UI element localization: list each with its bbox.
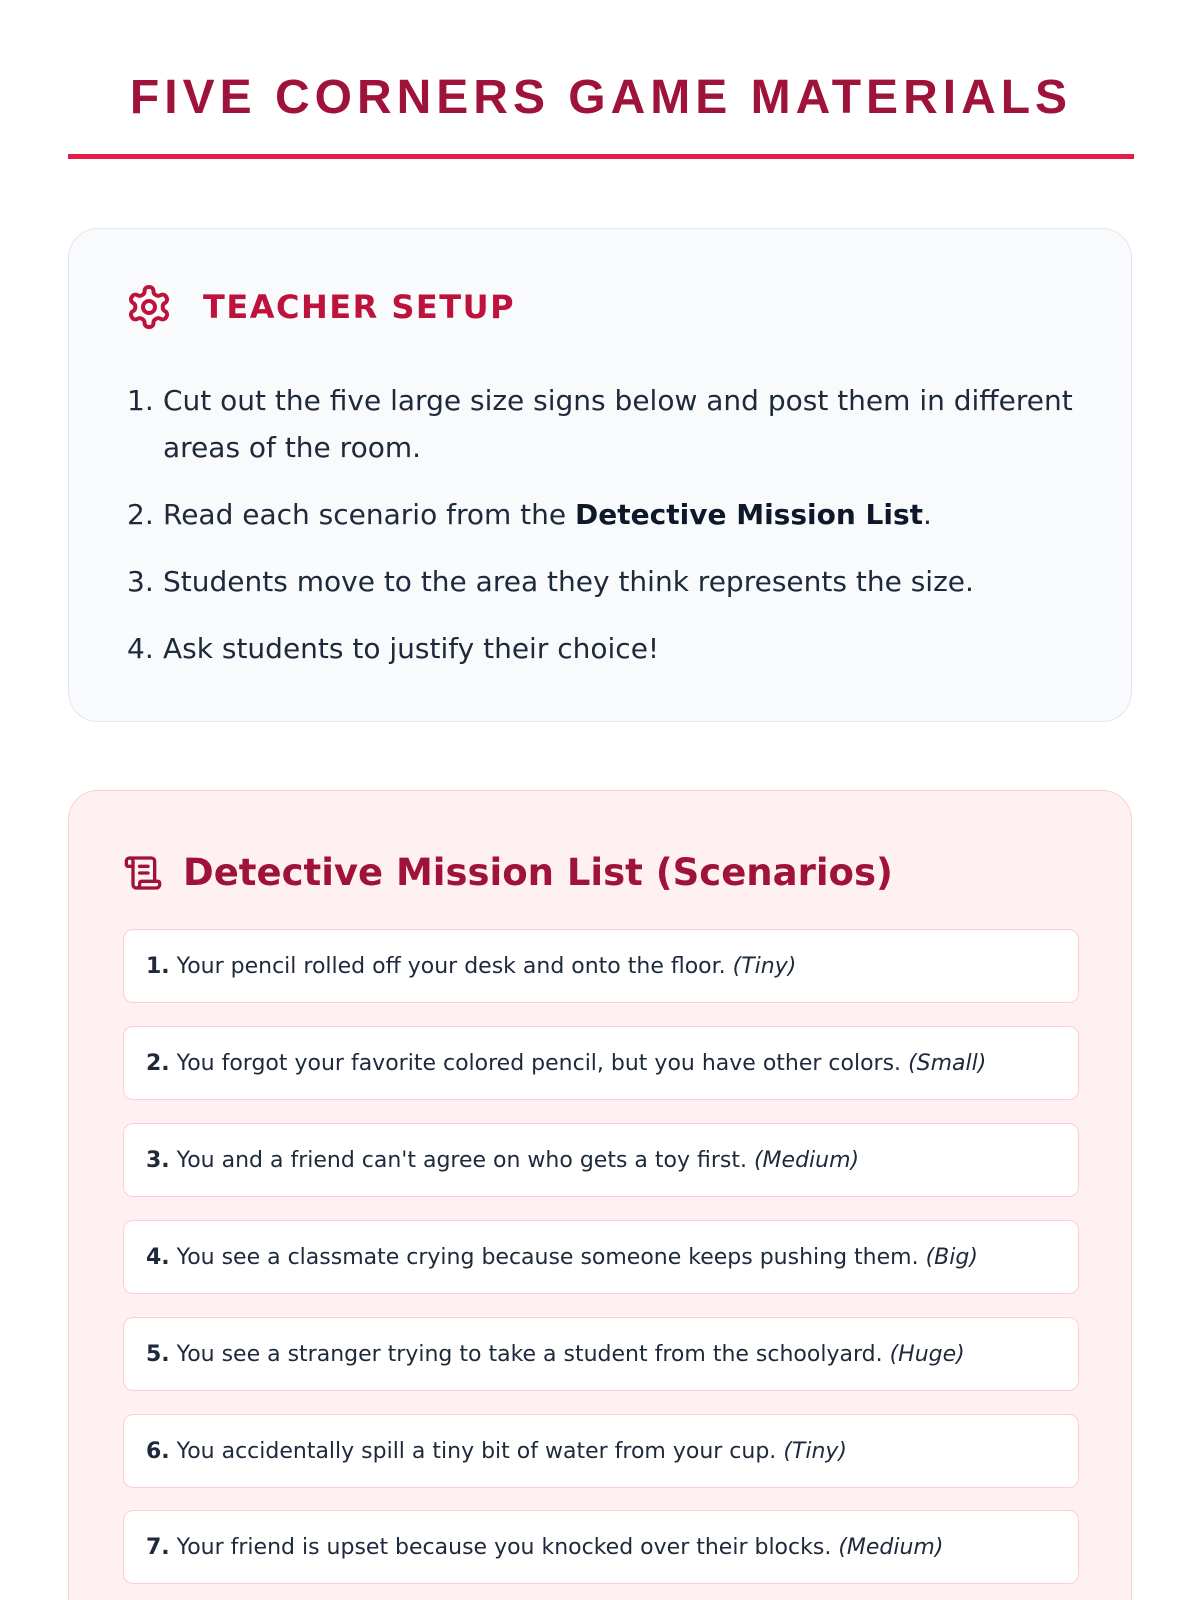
step-number: 1. xyxy=(127,384,154,417)
scenario-text: Your pencil rolled off your desk and onto the floor. xyxy=(176,953,726,979)
setup-step xyxy=(127,558,1107,605)
scenario-number: 3. xyxy=(146,1147,170,1173)
setup-steps-list xyxy=(127,377,1107,692)
scenario-number: 1. xyxy=(146,953,170,979)
step-number: 3. xyxy=(127,565,154,598)
scenario-text: You and a friend can't agree on who gets a toy first. xyxy=(176,1147,747,1173)
teacher-setup-header xyxy=(125,283,515,331)
scenario-item xyxy=(123,1510,1079,1584)
gear-icon xyxy=(125,283,173,331)
scenario-number: 6. xyxy=(146,1438,170,1464)
step-text-emphasis: Detective Mission List xyxy=(575,498,924,531)
scenario-number: 4. xyxy=(146,1244,170,1270)
scenario-number: 2. xyxy=(146,1050,170,1076)
mission-list-header xyxy=(123,851,893,894)
scenario-item xyxy=(123,929,1079,1003)
scenario-number: 5. xyxy=(146,1341,170,1367)
teacher-setup-title: TEACHER SETUP xyxy=(203,288,516,326)
step-text: Students move to the area they think represents the size. xyxy=(163,565,974,598)
scenario-size: (Huge) xyxy=(889,1341,965,1367)
scenario-item xyxy=(123,1026,1079,1100)
scenario-size: (Big) xyxy=(925,1244,978,1270)
step-text: Cut out the five large size signs below and post them in different areas of the room. xyxy=(163,384,1073,464)
scroll-icon xyxy=(123,853,163,893)
scenario-number: 7. xyxy=(146,1534,170,1560)
setup-step xyxy=(127,491,1107,538)
scenario-size: (Medium) xyxy=(838,1534,944,1560)
setup-step xyxy=(127,377,1107,471)
step-text: Ask students to justify their choice! xyxy=(163,632,660,665)
scenario-size: (Tiny) xyxy=(732,953,797,979)
scenario-text: Your friend is upset because you knocked over their blocks. xyxy=(176,1534,832,1560)
mission-list-title: Detective Mission List (Scenarios) xyxy=(183,851,893,894)
scenario-item xyxy=(123,1220,1079,1294)
scenario-item xyxy=(123,1317,1079,1391)
scenario-size: (Medium) xyxy=(753,1147,860,1173)
scenario-size: (Tiny) xyxy=(783,1438,847,1464)
scenario-text: You see a classmate crying because someone keeps pushing them. xyxy=(176,1244,919,1270)
setup-step xyxy=(127,625,1107,672)
scenario-text: You forgot your favorite colored pencil, but you have other colors. xyxy=(176,1050,902,1076)
title-divider xyxy=(68,154,1134,159)
page-title: FIVE CORNERS GAME MATERIALS xyxy=(129,71,1073,124)
scenario-item xyxy=(123,1123,1079,1197)
step-text: Read each scenario from the xyxy=(163,498,576,531)
step-number: 2. xyxy=(127,498,154,531)
mission-list-card xyxy=(68,790,1132,1600)
scenario-size: (Small) xyxy=(908,1050,987,1076)
step-text-end: . xyxy=(923,498,932,531)
scenario-text: You see a stranger trying to take a student from the schoolyard. xyxy=(176,1341,883,1367)
scenario-item xyxy=(123,1414,1079,1488)
step-number: 4. xyxy=(127,632,154,665)
teacher-setup-card xyxy=(68,228,1132,722)
scenario-text: You accidentally spill a tiny bit of water from your cup. xyxy=(176,1438,777,1464)
